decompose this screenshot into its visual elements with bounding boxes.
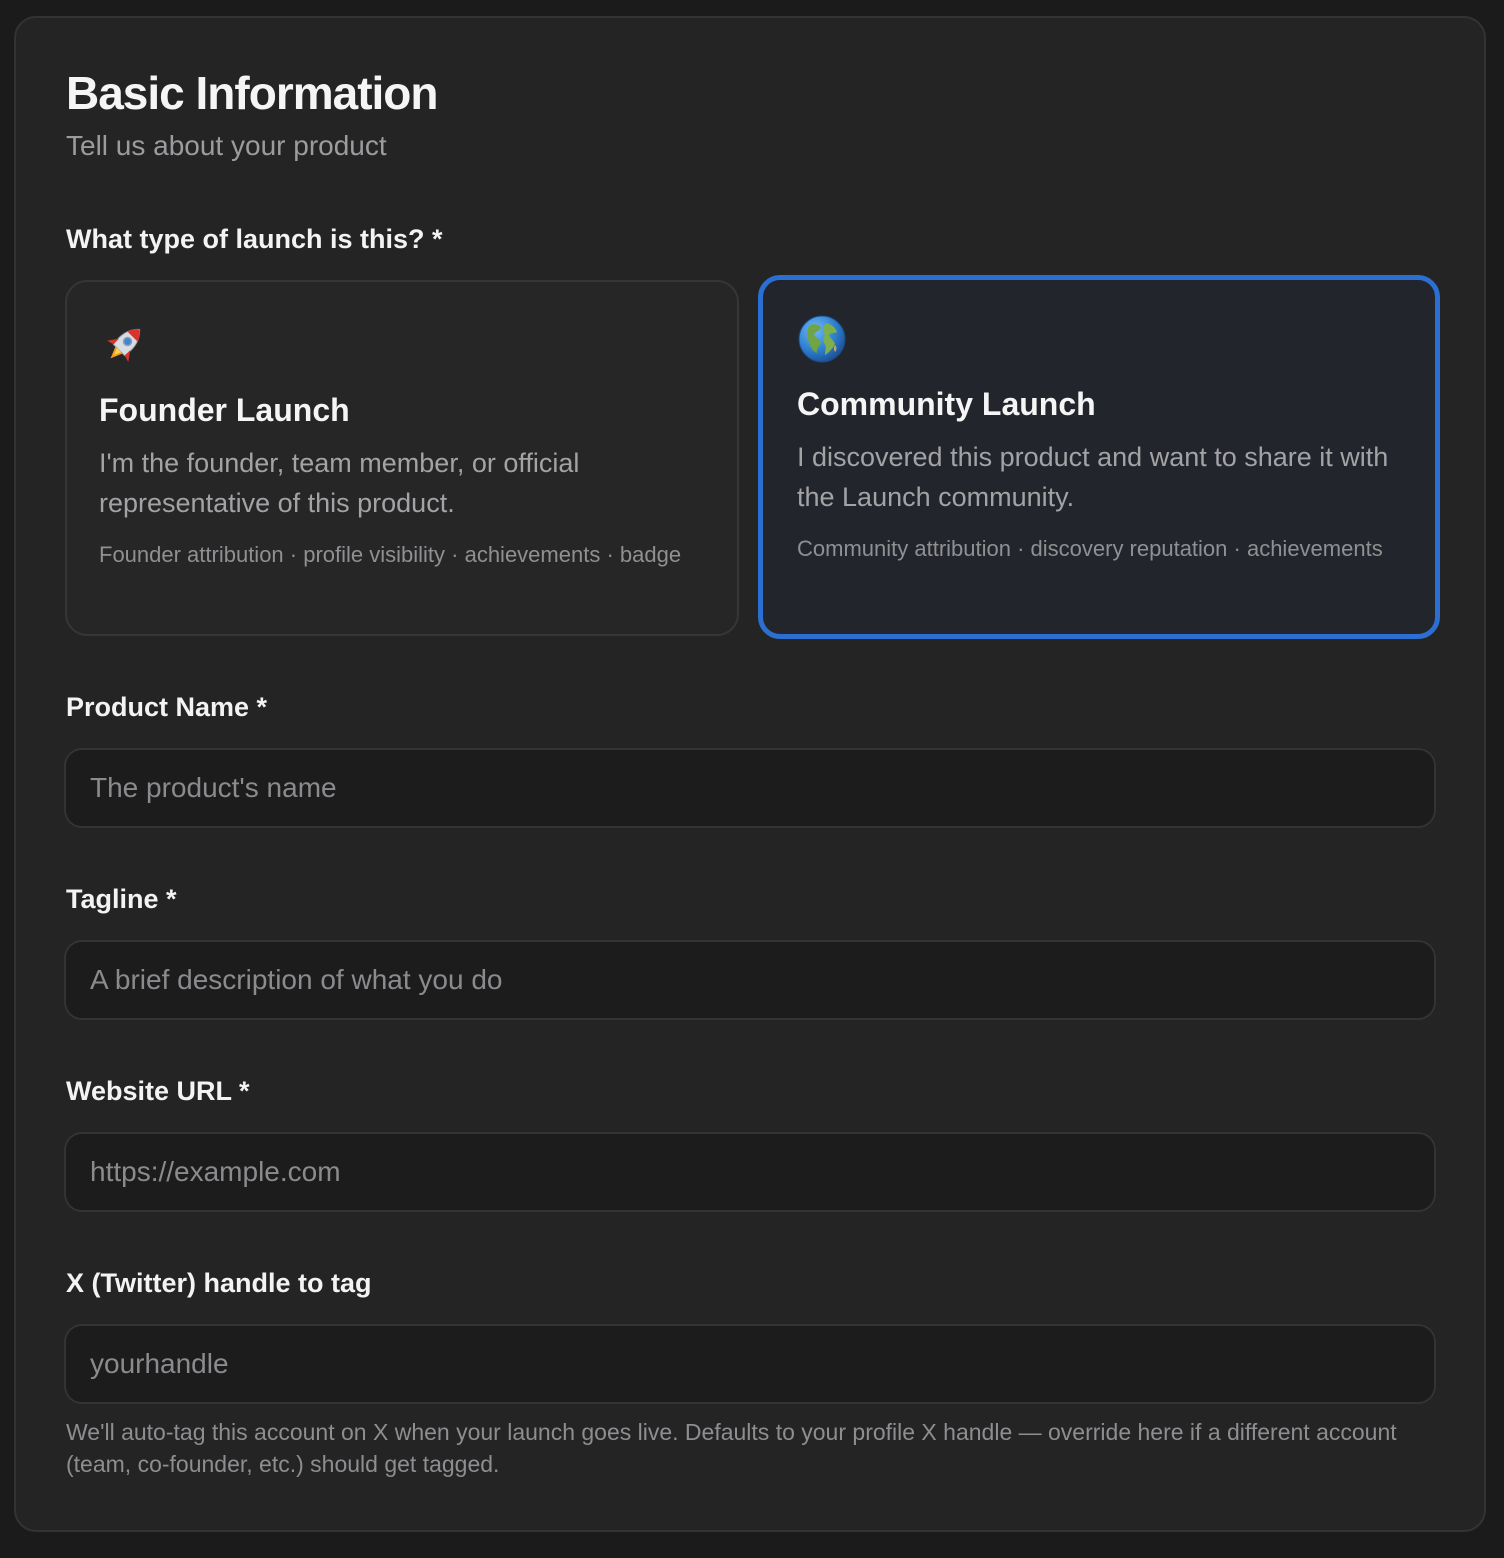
- x-handle-label: X (Twitter) handle to tag: [66, 1268, 372, 1298]
- page-title: Basic Information: [66, 67, 438, 119]
- community-launch-benefits: Community attribution · discovery reputation · achievements: [797, 536, 1383, 561]
- community-launch-description: I discovered this product and want to share it with the Launch community.: [797, 442, 1389, 512]
- website-url-label: Website URL *: [66, 1076, 250, 1106]
- rocket-icon: [99, 320, 149, 370]
- x-handle-input[interactable]: [64, 1324, 1436, 1404]
- x-handle-helper-text: We'll auto-tag this account on X when your launch goes live. Defaults to your profile X handle — override here if a different account (team, co-founder, etc.) should get tagged.: [66, 1419, 1397, 1477]
- community-launch-title: Community Launch: [797, 386, 1096, 422]
- community-launch-card[interactable]: [758, 275, 1440, 639]
- product-name-input[interactable]: [64, 748, 1436, 828]
- basic-information-panel: [14, 16, 1486, 1532]
- website-url-input[interactable]: [64, 1132, 1436, 1212]
- founder-launch-description: I'm the founder, team member, or official representative of this product.: [99, 448, 580, 518]
- founder-launch-title: Founder Launch: [99, 392, 350, 428]
- tagline-label: Tagline *: [66, 884, 177, 914]
- product-name-label: Product Name *: [66, 692, 268, 722]
- founder-launch-benefits: Founder attribution · profile visibility · achievements · badge: [99, 542, 682, 567]
- page-subtitle: Tell us about your product: [66, 130, 387, 161]
- tagline-input[interactable]: [64, 940, 1436, 1020]
- founder-launch-card[interactable]: [65, 280, 739, 636]
- globe-icon: [797, 314, 847, 364]
- launch-type-label: What type of launch is this? *: [66, 224, 443, 254]
